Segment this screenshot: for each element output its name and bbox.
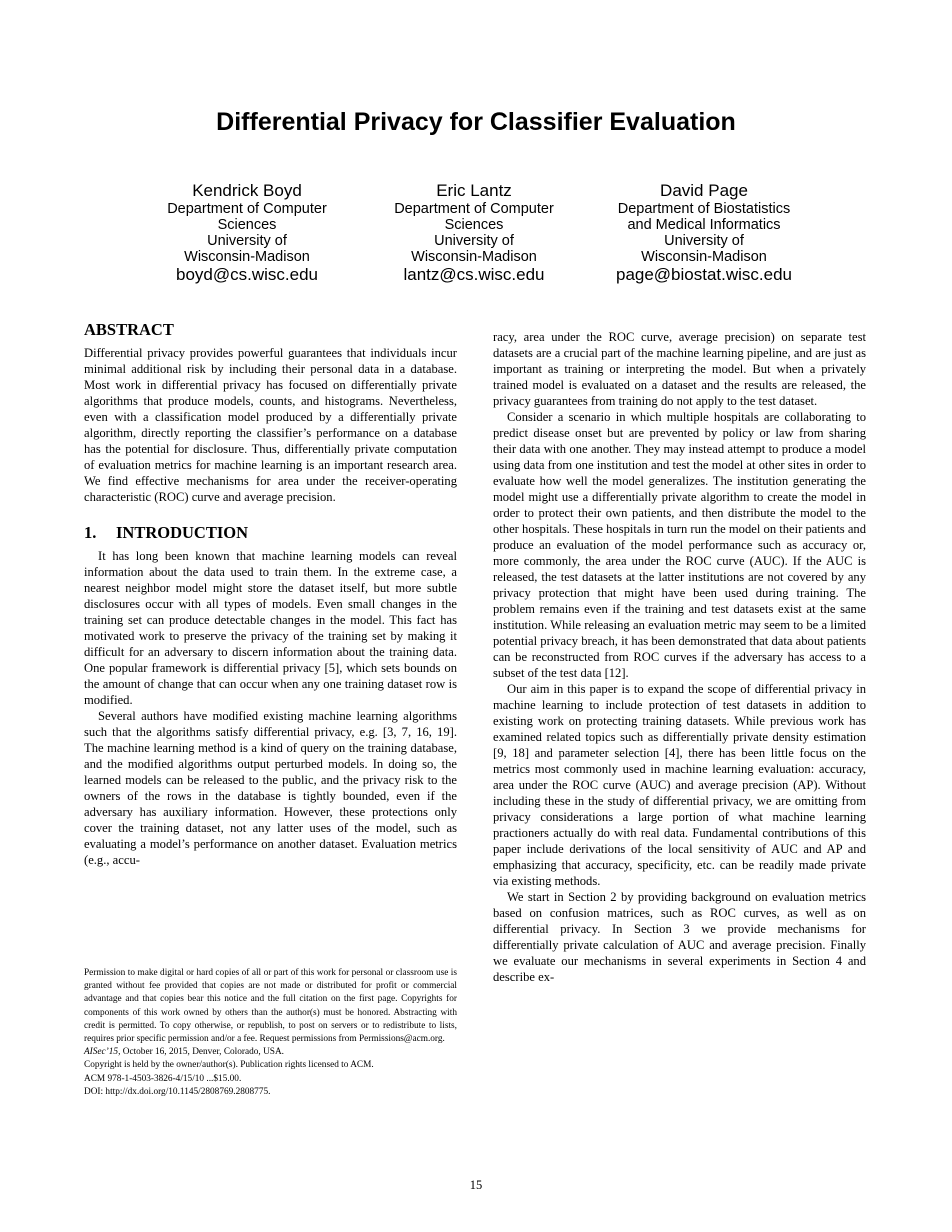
body-paragraph: We start in Section 2 by providing background on evaluation metrics based on confusion matrices, such as ROC curves, as well as on differential privacy. In Section 3 we provide mechanisms for differentially private calculation of AUC and average precision. Finally we evaluate our mechanisms in several experiments in Section 4 and describe ex-	[493, 890, 866, 984]
author-card	[132, 181, 362, 284]
author-name: David Page	[660, 181, 748, 200]
acm-line: ACM 978-1-4503-3826-4/15/10 ...$15.00.	[84, 1073, 242, 1084]
author-card	[589, 181, 819, 284]
author-affiliation-line: Department of Computer	[394, 201, 554, 217]
author-affiliation-line: Wisconsin-Madison	[184, 249, 310, 265]
page-number: 15	[469, 1178, 483, 1192]
body-paragraph: Consider a scenario in which multiple hospitals are collaborating to predict disease onset but are prevented by policy or law from sharing their data with one another. They may instead attempt to produce a model using data from one institution and test the model at other sites in order to evaluate how well the model generalizes. The institution generating the model might use a differentially private algorithm to create the model in order to protect their own patients, and then distribute the model to the other hospitals. These hospitals in turn run the model on their patients and produce an evaluation of the model performance such as accuracy or, more commonly, the area under the ROC curve (AUC). If the AUC is released, the test datasets at the latter institutions are not covered by any privacy protection that might have been used during training. The problem remains even if the training and test datasets exist at the same institution. While releasing an evaluation metric may seem to be a limited potential privacy breach, it has been demonstrated that data about patients can be reconstructed from ROC curves if the adversary has access to a subset of the test data [12].	[493, 410, 866, 680]
author-email: lantz@cs.wisc.edu	[403, 265, 545, 284]
author-affiliation-line: Sciences	[217, 217, 277, 233]
author-affiliation-line: Department of Biostatistics	[617, 201, 791, 217]
author-email: page@biostat.wisc.edu	[615, 265, 793, 284]
permission-notice: Permission to make digital or hard copies of all or part of this work for personal or classroom use is granted without fee provided that copies are not made or distributed for profit or commercial advantage and that copies bear this notice and the full citation on the first page. Copyrights for components of this work owned by others than the author(s) must be honored. Abstracting with credit is permitted. To copy otherwise, or republish, to post on servers or to redistribute to lists, requires prior specific permission and/or a fee. Request permissions from Permissions@acm.org.	[84, 968, 457, 1045]
body-paragraph: racy, area under the ROC curve, average precision) on separate test datasets are a crucial part of the machine learning pipeline, and are just as important as training or interpreting the model. But when a privately trained model is evaluated on a dataset and the results are released, the privacy guarantees from training do not apply to the test dataset.	[493, 330, 866, 408]
right-column	[493, 329, 866, 985]
abstract-text: Differential privacy provides powerful guarantees that individuals incur minimal additional risk by including their personal data in a database. Most work in differential privacy has focused on differentially private algorithms that produce models, counts, and histograms. Nevertheless, even with a classification model produced by a differentially private algorithm, directly reporting the classifier’s performance on a database has the potential for disclosure. Thus, differentially private computation of evaluation metrics for machine learning is an important research area. We find effective mechanisms for area under the receiver-operating characteristic (ROC) curve and average precision.	[84, 346, 457, 504]
author-affiliation-line: University of	[664, 233, 744, 249]
doi-line: DOI: http://dx.doi.org/10.1145/2808769.2808775.	[84, 1086, 271, 1097]
author-block	[0, 181, 952, 291]
author-name: Eric Lantz	[436, 181, 512, 200]
copyright-footnote	[84, 967, 457, 1099]
paper-title: Differential Privacy for Classifier Evaluation	[216, 108, 736, 136]
author-affiliation-line: University of	[434, 233, 514, 249]
venue-name: AISec’15,	[84, 1047, 121, 1058]
body-paragraph: Our aim in this paper is to expand the scope of differential privacy in machine learning to include protection of test datasets in addition to existing work on protecting training datasets. While previous work has examined related topics such as differentially private density estimation [9, 18] and parameter selection [4], there has been little focus on the metrics most commonly used in machine learning evaluation: accuracy, area under the ROC curve (AUC) and average precision (AP). Without including these in the study of differential privacy, we are omitting from privacy considerations a large portion of what machine learning practioners actually do with real data. Fundamental contributions of this paper include derivations of the local sensitivity of AUC and AP and emphasizing that accuracy, specificity, etc. can be readily made private via existing methods.	[493, 682, 866, 888]
copyright-line: Copyright is held by the owner/author(s). Publication rights licensed to ACM.	[84, 1060, 374, 1071]
left-column	[84, 320, 457, 868]
abstract-heading: ABSTRACT	[84, 320, 174, 339]
section-heading	[84, 523, 457, 543]
author-affiliation-line: and Medical Informatics	[627, 217, 781, 233]
author-affiliation-line: Wisconsin-Madison	[641, 249, 767, 265]
author-affiliation-line: University of	[207, 233, 287, 249]
body-paragraph: Several authors have modified existing machine learning algorithms such that the algorithms satisfy differential privacy, e.g. [3, 7, 16, 19]. The machine learning method is a kind of query on the training database, and the modified algorithms output perturbed models. In doing so, the learned models can be released to the public, and the privacy risk to the owners of the rows in the database is tightly bounded, even if the adversary has auxiliary information. However, these protections only cover the training dataset, not any latter uses of the model, such as evaluating a model’s performance on another dataset. Evaluation metrics (e.g., accu-	[84, 709, 457, 867]
venue-details: October 16, 2015, Denver, Colorado, USA.	[122, 1047, 284, 1058]
author-email: boyd@cs.wisc.edu	[176, 265, 318, 284]
section-number: 1.	[84, 523, 97, 542]
venue-line	[84, 1046, 457, 1059]
author-affiliation-line: Sciences	[444, 217, 504, 233]
author-affiliation-line: Department of Computer	[167, 201, 327, 217]
section-title: INTRODUCTION	[116, 523, 249, 542]
author-name: Kendrick Boyd	[192, 181, 302, 200]
author-affiliation-line: Wisconsin-Madison	[411, 249, 537, 265]
author-card	[359, 181, 589, 284]
body-paragraph: It has long been known that machine learning models can reveal information about the data used to train them. In the extreme case, a nearest neighbor model might store the dataset itself, but more subtle disclosures occur with all types of models. Even small changes in the training set can produce detectable changes in the model. This fact has motivated work to preserve the privacy of the training set by making it difficult for an adversary to discern information about the training data. One popular framework is differential privacy [5], which sets bounds on the amount of change that can occur when any one training dataset row is modified.	[84, 549, 457, 707]
